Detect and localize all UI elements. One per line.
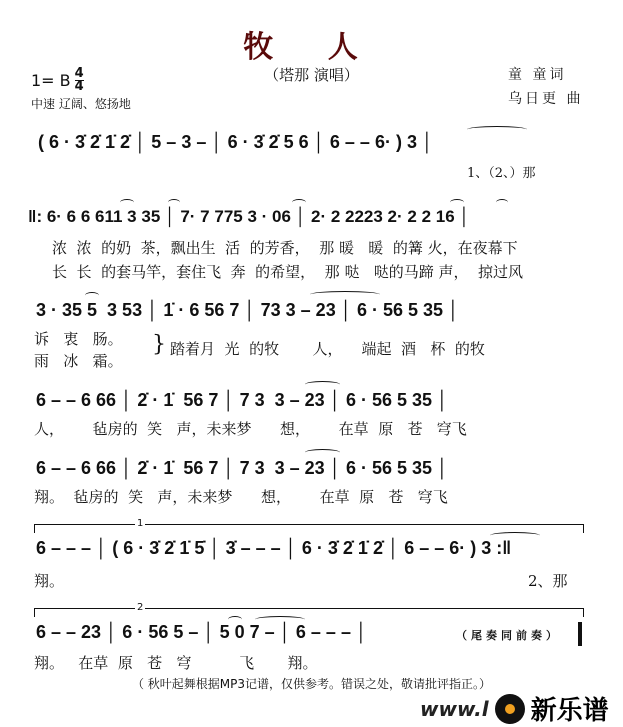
transcription-note: （ 秋叶起舞根据MP3记谱，仅供参考。错误之处，敬请批评指正。） [131, 677, 492, 691]
lyric-line: 1、（2、）那 [467, 166, 536, 181]
score-row-5 [30, 458, 600, 506]
slur-mark [496, 199, 508, 206]
slur-mark [292, 199, 306, 206]
slur-mark [305, 381, 340, 388]
score-row-4 [30, 390, 600, 438]
slur-mark [168, 199, 180, 206]
watermark [420, 690, 609, 727]
volta-number: 1 [137, 518, 144, 529]
slur-mark [450, 199, 464, 206]
tie-mark [490, 532, 540, 539]
slur-mark [120, 199, 134, 206]
notation-line: 6 – – – │ ( 6 · 3̇ 2̇ 1̇ 5̇ │ 3̇ – – – │ 6 · 3̇ 2̇ 1̇ 2̇ │ 6 – – 6· ) 3 :‖ [36, 538, 512, 558]
volta-bracket-2 [34, 602, 584, 617]
lyric-line-verse-1: 浓 浓 的奶 茶，飘出生 活 的芳香， 那 暖 暖 的篝 火，在夜幕下 [52, 239, 518, 257]
coda-note: （尾奏同前奏） [456, 629, 561, 642]
vinyl-disc-icon [495, 694, 525, 724]
song-title: 牧 人 [243, 30, 380, 65]
slur-mark [228, 616, 242, 623]
lyric-line-verse-2: 雨 冰 霜。 [34, 352, 123, 370]
time-denominator: 4 [74, 79, 84, 94]
time-numerator: 4 [74, 66, 84, 81]
key-signature [31, 68, 84, 93]
tie-mark [467, 126, 527, 133]
lyric-line-verse-2: 长 长 的套马竿，套住飞 奔 的希望， 那 哒 哒的马蹄 声， 掠过风 [52, 263, 524, 281]
final-barline [578, 622, 582, 646]
notation-line: ( 6 · 3̇ 2̇ 1̇ 2̇ │ 5 – 3 – │ 6 · 3̇ 2̇ 5 6 │ 6 – – 6· ) 3 │ [38, 132, 434, 152]
brace: } [152, 332, 166, 357]
score-row-verse-1 [28, 207, 600, 281]
slur-mark [305, 449, 340, 456]
slur-mark [85, 292, 99, 299]
score-row-3 [30, 300, 600, 370]
watermark-brand: 新乐谱 [530, 696, 609, 726]
slur-mark [255, 616, 305, 623]
composer-credit: 乌日更 曲 [508, 91, 584, 107]
score-row-intro [30, 132, 600, 181]
key-label: 1= B [31, 71, 71, 90]
score-row-volta-2 [30, 602, 600, 672]
lyricist-credit: 童 童词 [508, 67, 567, 83]
lyric-line: 翔。 毡房的 笑 声，未来梦 想， 在草 原 苍 穹飞 [34, 488, 448, 506]
lyric-line: 翔。 在草 原 苍 穹 飞 翔。 [34, 654, 318, 672]
notation-line: 6 – – 6 66 │ 2̇ · 1̇ 56 7 │ 7 3 3 – 23 │ 6 · 56 5 35 │ [36, 458, 449, 478]
watermark-url: www.l [420, 696, 489, 721]
lyric-line-shared: 踏着月 光 的牧 人， 端起 酒 杯 的牧 [170, 340, 485, 358]
lyric-line: 人， 毡房的 笑 声，未来梦 想， 在草 原 苍 穹飞 [34, 420, 467, 438]
lyric-line: 翔。 [34, 572, 65, 590]
lyric-line-verse-2-pickup: 2、那 [528, 572, 568, 590]
lyric-line-verse-1: 诉 衷 肠。 [34, 330, 123, 348]
singer-credit: （塔那 演唱） [264, 66, 359, 84]
notation-line: 6 – – 23 │ 6 · 56 5 – │ 5 0 7 – │ 6 – – – │ [36, 622, 368, 642]
score-row-volta-1 [30, 518, 600, 590]
tempo-marking: 中速 辽阔、悠扬地 [31, 97, 131, 111]
notation-line: 6 – – 6 66 │ 2̇ · 1̇ 56 7 │ 7 3 3 – 23 │ 6 · 56 5 35 │ [36, 390, 449, 410]
time-signature [75, 68, 84, 93]
notation-line: ‖: 6· 6 6 611 3 35 │ 7· 7 775 3 · 06 │ 2· 2 2223 2· 2 2 16 │ [28, 207, 470, 226]
volta-number: 2 [137, 602, 144, 613]
slur-mark [310, 291, 380, 298]
notation-line: 3 · 35 5 3 53 │ 1̇ · 6 56 7 │ 73 3 – 23 │ 6 · 56 5 35 │ [36, 300, 460, 320]
